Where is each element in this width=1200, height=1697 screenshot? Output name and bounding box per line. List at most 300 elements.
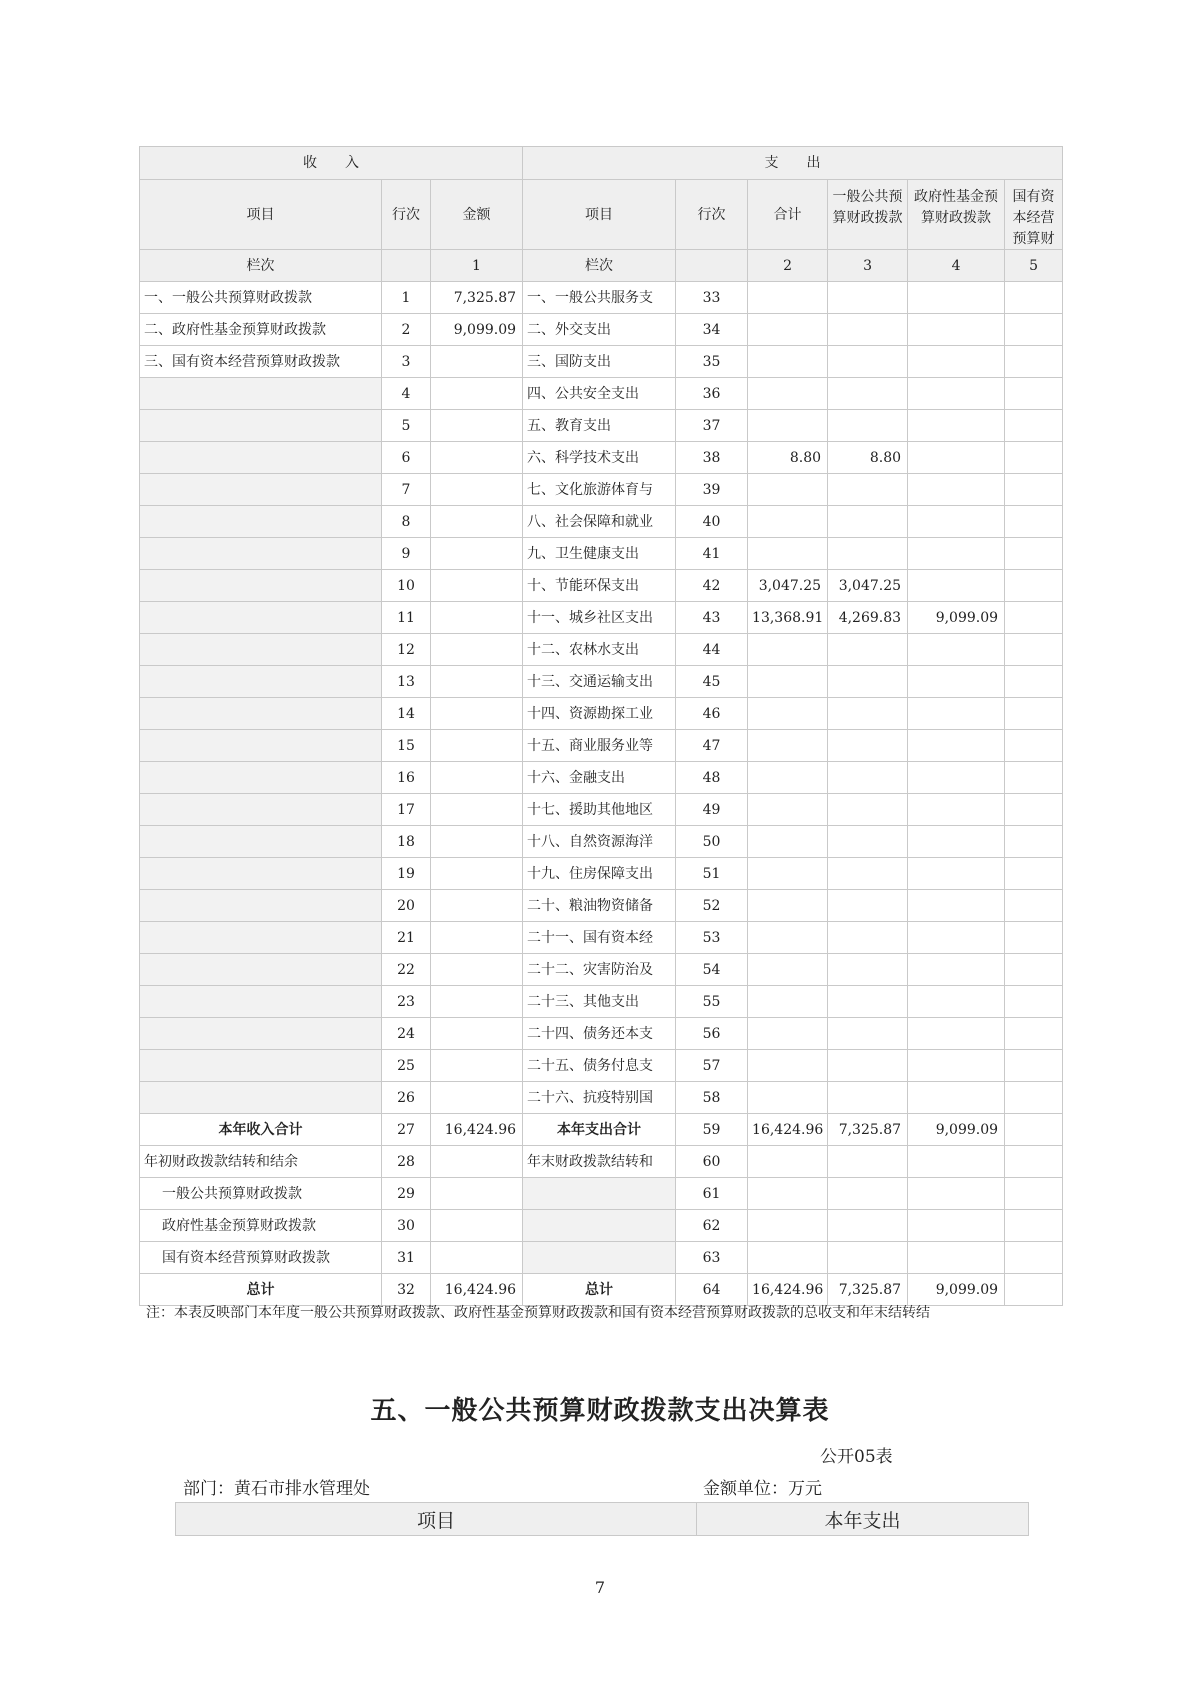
table-row <box>140 570 1063 602</box>
expense-general-cell <box>828 346 908 378</box>
expense-state-cell <box>1005 730 1063 762</box>
expense-fund-cell <box>908 794 1005 826</box>
table-row <box>140 282 1063 314</box>
income-item-cell <box>140 858 382 890</box>
expense-state-cell <box>1005 634 1063 666</box>
expense-general-cell <box>828 282 908 314</box>
expense-item-cell: 十、节能环保支出 <box>523 570 676 602</box>
expense-state-cell <box>1005 1082 1063 1114</box>
expense-item-cell <box>523 1210 676 1242</box>
expense-fund-cell: 9,099.09 <box>908 1114 1005 1146</box>
col-index-4: 4 <box>908 250 1005 282</box>
expense-state-cell <box>1005 858 1063 890</box>
income-row-no-cell: 17 <box>382 794 431 826</box>
expense-state-cell <box>1005 1178 1063 1210</box>
expense-state-cell <box>1005 986 1063 1018</box>
income-amount-cell <box>431 1018 523 1050</box>
expense-row-no-cell: 45 <box>676 666 748 698</box>
table-row <box>140 762 1063 794</box>
income-amount-cell <box>431 794 523 826</box>
income-item-cell <box>140 794 382 826</box>
table-code: 公开05表 <box>820 1447 893 1467</box>
expense-general-cell <box>828 986 908 1018</box>
income-row-no-cell: 32 <box>382 1274 431 1306</box>
expense-row-no-cell: 61 <box>676 1178 748 1210</box>
income-row-no-cell: 25 <box>382 1050 431 1082</box>
expense-row-no-cell: 33 <box>676 282 748 314</box>
expense-state-cell <box>1005 890 1063 922</box>
col-header-state <box>1005 180 1063 250</box>
expense-total-cell: 13,368.91 <box>748 602 828 634</box>
table-row <box>140 730 1063 762</box>
expense-fund-cell <box>908 986 1005 1018</box>
expense-general-cell <box>828 858 908 890</box>
expense-general-cell: 3,047.25 <box>828 570 908 602</box>
expense-general-cell <box>828 794 908 826</box>
expense-fund-cell <box>908 1018 1005 1050</box>
expense-item-cell: 年末财政拨款结转和 <box>523 1146 676 1178</box>
expense-total-cell <box>748 1082 828 1114</box>
expense-item-cell: 十三、交通运输支出 <box>523 666 676 698</box>
expense-fund-cell <box>908 314 1005 346</box>
expense-item-cell: 一、一般公共服务支 <box>523 282 676 314</box>
table-row <box>140 890 1063 922</box>
expense-fund-cell <box>908 442 1005 474</box>
income-item-cell: 国有资本经营预算财政拨款 <box>140 1242 382 1274</box>
expense-total-cell <box>748 1050 828 1082</box>
table-row <box>140 634 1063 666</box>
expense-fund-cell <box>908 922 1005 954</box>
expense-fund-cell <box>908 1210 1005 1242</box>
income-amount-cell <box>431 474 523 506</box>
col-index-exp-empty <box>676 250 748 282</box>
expense-total-cell <box>748 1018 828 1050</box>
expense-general-cell <box>828 954 908 986</box>
col-header-fund <box>908 180 1005 250</box>
expense-state-cell <box>1005 1114 1063 1146</box>
expense-item-cell: 三、国防支出 <box>523 346 676 378</box>
expense-total-cell <box>748 986 828 1018</box>
col-header-row-no: 行次 <box>382 180 431 250</box>
income-amount-cell <box>431 666 523 698</box>
expense-general-cell: 4,269.83 <box>828 602 908 634</box>
expense-item-cell: 八、社会保障和就业 <box>523 506 676 538</box>
col-index-5: 5 <box>1005 250 1063 282</box>
expense-total-cell <box>748 698 828 730</box>
expense-row-no-cell: 43 <box>676 602 748 634</box>
income-row-no-cell: 4 <box>382 378 431 410</box>
expense-fund-cell <box>908 282 1005 314</box>
table-row <box>140 1018 1063 1050</box>
table-row <box>140 474 1063 506</box>
expense-row-no-cell: 41 <box>676 538 748 570</box>
expense-row-no-cell: 55 <box>676 986 748 1018</box>
income-item-cell: 政府性基金预算财政拨款 <box>140 1210 382 1242</box>
table-row <box>140 506 1063 538</box>
income-item-cell: 总计 <box>140 1274 382 1306</box>
expense-state-cell <box>1005 570 1063 602</box>
income-item-cell <box>140 1018 382 1050</box>
income-row-no-cell: 27 <box>382 1114 431 1146</box>
expense-total-cell <box>748 858 828 890</box>
income-amount-cell: 7,325.87 <box>431 282 523 314</box>
expense-fund-cell <box>908 762 1005 794</box>
expense-item-cell: 二十三、其他支出 <box>523 986 676 1018</box>
expense-item-cell: 本年支出合计 <box>523 1114 676 1146</box>
income-row-no-cell: 22 <box>382 954 431 986</box>
expense-row-no-cell: 44 <box>676 634 748 666</box>
expense-item-cell: 二十五、债务付息支 <box>523 1050 676 1082</box>
income-row-no-cell: 16 <box>382 762 431 794</box>
income-row-no-cell: 30 <box>382 1210 431 1242</box>
income-row-no-cell: 10 <box>382 570 431 602</box>
expense-row-no-cell: 56 <box>676 1018 748 1050</box>
col-index-label: 栏次 <box>140 250 382 282</box>
expense-fund-cell <box>908 538 1005 570</box>
expense-item-cell: 十六、金融支出 <box>523 762 676 794</box>
expense-fund-cell <box>908 346 1005 378</box>
income-amount-cell <box>431 442 523 474</box>
income-amount-cell <box>431 954 523 986</box>
expense-fund-cell <box>908 1050 1005 1082</box>
expense-fund-cell <box>908 890 1005 922</box>
income-row-no-cell: 2 <box>382 314 431 346</box>
expense-total-cell <box>748 730 828 762</box>
income-amount-cell <box>431 730 523 762</box>
income-amount-cell <box>431 538 523 570</box>
income-amount-cell <box>431 1210 523 1242</box>
col-header-exp-item: 项目 <box>523 180 676 250</box>
income-item-cell <box>140 922 382 954</box>
income-amount-cell: 16,424.96 <box>431 1114 523 1146</box>
expense-fund-cell <box>908 666 1005 698</box>
income-amount-cell: 9,099.09 <box>431 314 523 346</box>
col-header-project: 项目 <box>176 1503 697 1535</box>
income-amount-cell: 16,424.96 <box>431 1274 523 1306</box>
table-row <box>140 666 1063 698</box>
expense-general-cell <box>828 410 908 442</box>
expense-row-no-cell: 49 <box>676 794 748 826</box>
expense-general-cell <box>828 1018 908 1050</box>
expense-general-cell: 8.80 <box>828 442 908 474</box>
expense-total-cell <box>748 378 828 410</box>
income-amount-cell <box>431 570 523 602</box>
expense-general-cell <box>828 762 908 794</box>
expense-row-no-cell: 58 <box>676 1082 748 1114</box>
section-title: 五、一般公共预算财政拨款支出决算表 <box>370 1396 830 1426</box>
income-row-no-cell: 18 <box>382 826 431 858</box>
expense-state-cell <box>1005 282 1063 314</box>
income-row-no-cell: 5 <box>382 410 431 442</box>
col-header-item: 项目 <box>140 180 382 250</box>
expense-row-no-cell: 51 <box>676 858 748 890</box>
income-item-cell <box>140 442 382 474</box>
expense-row-no-cell: 62 <box>676 1210 748 1242</box>
income-amount-cell <box>431 858 523 890</box>
expense-item-cell: 四、公共安全支出 <box>523 378 676 410</box>
table-note: 注：本表反映部门本年度一般公共预算财政拨款、政府性基金预算财政拨款和国有资本经营预算财政拨款的总收支和年末结转结 <box>146 1305 930 1321</box>
expense-row-no-cell: 64 <box>676 1274 748 1306</box>
expense-row-no-cell: 39 <box>676 474 748 506</box>
expense-total-cell: 16,424.96 <box>748 1114 828 1146</box>
expense-state-cell <box>1005 1274 1063 1306</box>
income-item-cell <box>140 890 382 922</box>
income-amount-cell <box>431 1146 523 1178</box>
expense-state-cell <box>1005 762 1063 794</box>
expense-state-cell <box>1005 1146 1063 1178</box>
table-row <box>140 1082 1063 1114</box>
income-row-no-cell: 15 <box>382 730 431 762</box>
income-row-no-cell: 14 <box>382 698 431 730</box>
col-header-general-text: 一般公共预算财政拨款 <box>832 188 903 226</box>
expense-total-cell <box>748 410 828 442</box>
expense-total-cell <box>748 282 828 314</box>
expense-total-cell <box>748 1178 828 1210</box>
expense-fund-cell: 9,099.09 <box>908 602 1005 634</box>
expense-row-no-cell: 47 <box>676 730 748 762</box>
income-item-cell <box>140 506 382 538</box>
expense-total-cell <box>748 826 828 858</box>
expense-general-cell <box>828 474 908 506</box>
expense-item-cell: 六、科学技术支出 <box>523 442 676 474</box>
income-amount-cell <box>431 698 523 730</box>
expense-item-cell: 十五、商业服务业等 <box>523 730 676 762</box>
expense-general-cell <box>828 634 908 666</box>
expense-state-cell <box>1005 506 1063 538</box>
expense-general-cell <box>828 538 908 570</box>
expense-state-cell <box>1005 666 1063 698</box>
col-index-1: 1 <box>431 250 523 282</box>
expense-total-cell <box>748 474 828 506</box>
table-row <box>140 314 1063 346</box>
expense-state-cell <box>1005 314 1063 346</box>
income-row-no-cell: 28 <box>382 1146 431 1178</box>
expense-state-cell <box>1005 442 1063 474</box>
expense-row-no-cell: 46 <box>676 698 748 730</box>
income-item-cell: 一般公共预算财政拨款 <box>140 1178 382 1210</box>
expense-total-cell <box>748 762 828 794</box>
expense-item-cell: 二、外交支出 <box>523 314 676 346</box>
expense-total-cell <box>748 538 828 570</box>
col-header-amount: 金额 <box>431 180 523 250</box>
income-row-no-cell: 6 <box>382 442 431 474</box>
table-row <box>140 1050 1063 1082</box>
expense-total-cell: 8.80 <box>748 442 828 474</box>
expense-row-no-cell: 37 <box>676 410 748 442</box>
expense-state-cell <box>1005 698 1063 730</box>
table-row <box>140 378 1063 410</box>
expense-general-cell <box>828 1146 908 1178</box>
expense-general-cell <box>828 506 908 538</box>
expense-item-cell <box>523 1242 676 1274</box>
table-row <box>140 922 1063 954</box>
expense-row-no-cell: 63 <box>676 1242 748 1274</box>
col-index-3: 3 <box>828 250 908 282</box>
income-amount-cell <box>431 634 523 666</box>
expense-fund-cell <box>908 410 1005 442</box>
expense-total-cell <box>748 1242 828 1274</box>
income-amount-cell <box>431 1050 523 1082</box>
income-row-no-cell: 3 <box>382 346 431 378</box>
expense-general-cell <box>828 698 908 730</box>
income-item-cell: 一、一般公共预算财政拨款 <box>140 282 382 314</box>
income-row-no-cell: 26 <box>382 1082 431 1114</box>
income-row-no-cell: 12 <box>382 634 431 666</box>
expense-item-cell: 十一、城乡社区支出 <box>523 602 676 634</box>
income-amount-cell <box>431 922 523 954</box>
expense-general-cell <box>828 378 908 410</box>
income-item-cell <box>140 986 382 1018</box>
expense-state-cell <box>1005 378 1063 410</box>
expense-general-cell <box>828 826 908 858</box>
expense-state-cell <box>1005 538 1063 570</box>
income-amount-cell <box>431 506 523 538</box>
page-number: 7 <box>594 1578 606 1597</box>
expense-fund-cell <box>908 954 1005 986</box>
expense-row-no-cell: 53 <box>676 922 748 954</box>
income-item-cell: 本年收入合计 <box>140 1114 382 1146</box>
income-row-no-cell: 24 <box>382 1018 431 1050</box>
expense-item-cell: 二十六、抗疫特别国 <box>523 1082 676 1114</box>
income-amount-cell <box>431 890 523 922</box>
expense-total-cell: 16,424.96 <box>748 1274 828 1306</box>
expense-row-no-cell: 42 <box>676 570 748 602</box>
income-item-cell <box>140 762 382 794</box>
income-row-no-cell: 31 <box>382 1242 431 1274</box>
expense-general-cell: 7,325.87 <box>828 1274 908 1306</box>
expense-row-no-cell: 48 <box>676 762 748 794</box>
expense-general-cell <box>828 922 908 954</box>
col-index-2: 2 <box>748 250 828 282</box>
table-row <box>140 1114 1063 1146</box>
expense-fund-cell <box>908 730 1005 762</box>
expense-item-cell: 二十四、债务还本支 <box>523 1018 676 1050</box>
income-row-no-cell: 19 <box>382 858 431 890</box>
expense-fund-cell <box>908 858 1005 890</box>
expense-state-cell <box>1005 826 1063 858</box>
expense-total-cell <box>748 314 828 346</box>
expense-item-cell: 二十一、国有资本经 <box>523 922 676 954</box>
income-amount-cell <box>431 986 523 1018</box>
income-item-cell <box>140 1082 382 1114</box>
expense-general-cell <box>828 730 908 762</box>
expense-total-cell: 3,047.25 <box>748 570 828 602</box>
expense-total-cell <box>748 1210 828 1242</box>
table-row <box>140 1146 1063 1178</box>
expense-total-cell <box>748 954 828 986</box>
income-item-cell: 二、政府性基金预算财政拨款 <box>140 314 382 346</box>
expense-fund-cell <box>908 506 1005 538</box>
expense-row-no-cell: 57 <box>676 1050 748 1082</box>
expense-fund-cell <box>908 1146 1005 1178</box>
expense-fund-cell <box>908 570 1005 602</box>
income-item-cell <box>140 570 382 602</box>
income-row-no-cell: 13 <box>382 666 431 698</box>
expense-total-cell <box>748 794 828 826</box>
expense-general-cell <box>828 1210 908 1242</box>
expense-fund-cell <box>908 634 1005 666</box>
col-header-year-expense: 本年支出 <box>824 1509 901 1532</box>
expense-total-cell <box>748 890 828 922</box>
table-row <box>140 954 1063 986</box>
expense-item-cell: 十四、资源勘探工业 <box>523 698 676 730</box>
table-row <box>140 698 1063 730</box>
income-amount-cell <box>431 602 523 634</box>
table-row <box>140 1274 1063 1306</box>
expense-state-cell <box>1005 922 1063 954</box>
income-item-cell <box>140 634 382 666</box>
income-item-cell <box>140 378 382 410</box>
expense-state-cell <box>1005 954 1063 986</box>
table-row <box>140 538 1063 570</box>
expense-item-cell: 十八、自然资源海洋 <box>523 826 676 858</box>
expense-total-cell <box>748 666 828 698</box>
expense-fund-cell <box>908 1082 1005 1114</box>
expense-row-no-cell: 50 <box>676 826 748 858</box>
expense-general-cell: 7,325.87 <box>828 1114 908 1146</box>
income-row-no-cell: 1 <box>382 282 431 314</box>
fiscal-revenue-expenditure-table <box>139 146 1063 1306</box>
expense-general-cell <box>828 890 908 922</box>
expense-item-cell: 十九、住房保障支出 <box>523 858 676 890</box>
income-item-cell <box>140 1050 382 1082</box>
income-amount-cell <box>431 346 523 378</box>
expense-fund-cell <box>908 378 1005 410</box>
expense-item-cell: 总计 <box>523 1274 676 1306</box>
income-row-no-cell: 11 <box>382 602 431 634</box>
expense-fund-cell <box>908 1242 1005 1274</box>
expense-state-cell <box>1005 474 1063 506</box>
table-row <box>140 986 1063 1018</box>
expense-total-cell <box>748 922 828 954</box>
expense-total-cell <box>748 1146 828 1178</box>
expense-item-cell: 十七、援助其他地区 <box>523 794 676 826</box>
expense-row-no-cell: 36 <box>676 378 748 410</box>
expense-state-cell <box>1005 1050 1063 1082</box>
department-label: 部门：黄石市排水管理处 <box>183 1479 370 1499</box>
income-row-no-cell: 21 <box>382 922 431 954</box>
expense-item-cell: 九、卫生健康支出 <box>523 538 676 570</box>
expense-state-cell <box>1005 1210 1063 1242</box>
expense-state-cell <box>1005 794 1063 826</box>
income-row-no-cell: 29 <box>382 1178 431 1210</box>
expense-fund-cell <box>908 826 1005 858</box>
expense-row-no-cell: 38 <box>676 442 748 474</box>
expense-state-cell <box>1005 1242 1063 1274</box>
income-amount-cell <box>431 826 523 858</box>
col-index-empty <box>382 250 431 282</box>
expense-total-cell <box>748 506 828 538</box>
income-item-cell <box>140 698 382 730</box>
expense-state-cell <box>1005 1018 1063 1050</box>
expense-section-header: 支 出 <box>523 147 1063 180</box>
expense-item-cell: 二十、粮油物资储备 <box>523 890 676 922</box>
col-header-exp-row-no: 行次 <box>676 180 748 250</box>
income-section-header: 收 入 <box>140 147 523 180</box>
col-header-total: 合计 <box>748 180 828 250</box>
col-header-fund-text: 政府性基金预算财政拨款 <box>914 188 999 226</box>
expense-row-no-cell: 52 <box>676 890 748 922</box>
income-item-cell <box>140 602 382 634</box>
expenditure-table-header <box>175 1502 1029 1536</box>
income-amount-cell <box>431 378 523 410</box>
income-amount-cell <box>431 1082 523 1114</box>
table-row <box>140 346 1063 378</box>
expense-state-cell <box>1005 410 1063 442</box>
expense-general-cell <box>828 666 908 698</box>
income-row-no-cell: 23 <box>382 986 431 1018</box>
expense-item-cell <box>523 1178 676 1210</box>
